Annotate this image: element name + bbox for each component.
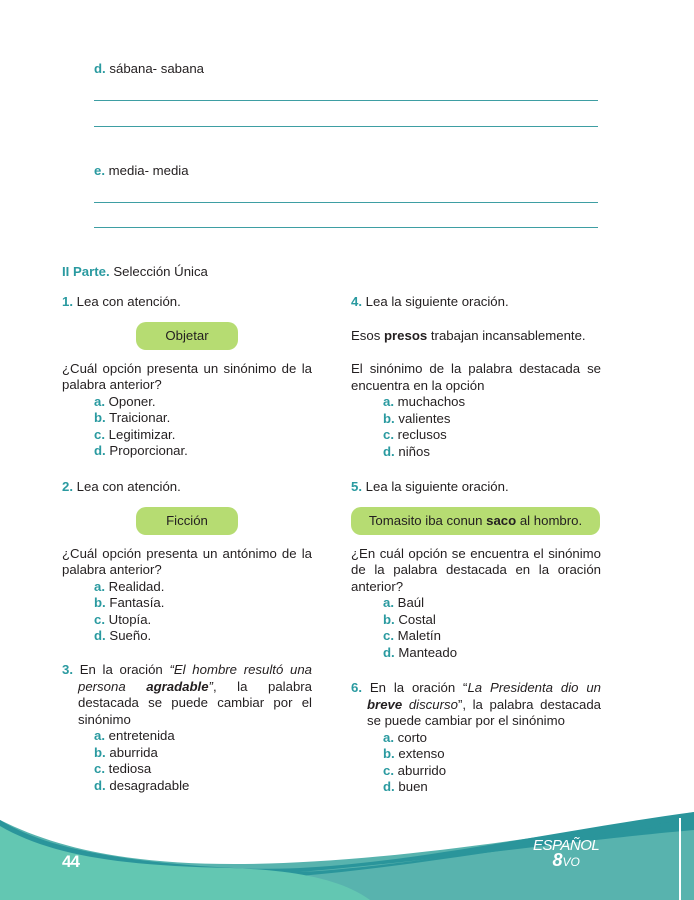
question-number: 6. bbox=[351, 680, 362, 695]
answer-line[interactable] bbox=[94, 202, 598, 203]
question-text: 6. En la oración “La Presidenta dio un breve discurso”, la palabra destacada se puede cambiar por el sinónimo bbox=[351, 680, 601, 728]
option-c[interactable]: c. reclusos bbox=[383, 427, 447, 442]
option-c[interactable]: c. tediosa bbox=[94, 761, 152, 776]
item-text: sábana- sabana bbox=[109, 61, 204, 76]
options-list bbox=[94, 394, 312, 460]
option-a[interactable]: a. muchachos bbox=[383, 394, 466, 409]
question-text: ¿Cuál opción presenta un antónimo de la palabra anterior? bbox=[62, 545, 312, 577]
option-b[interactable]: b. Fantasía. bbox=[94, 595, 165, 610]
option-a[interactable]: a. corto bbox=[383, 729, 427, 745]
option-c[interactable]: c. Maletín bbox=[383, 628, 441, 643]
page-number: 44 bbox=[62, 852, 79, 871]
example-sentence: Esos presos trabajan incansablemente. bbox=[351, 327, 586, 343]
prompt-text: Lea con atención. bbox=[76, 479, 181, 494]
question-6 bbox=[351, 680, 601, 796]
option-c[interactable]: c. aburrido bbox=[383, 762, 447, 778]
question-number: 5. bbox=[351, 479, 362, 494]
prompt-text: Lea con atención. bbox=[76, 294, 181, 309]
option-d[interactable]: d. buen bbox=[383, 779, 428, 794]
question-prompt bbox=[351, 479, 601, 496]
question-5 bbox=[351, 479, 601, 661]
prompt-text: Lea la siguiente oración. bbox=[365, 479, 509, 494]
section-label: II Parte. bbox=[62, 264, 110, 279]
question-text: El sinónimo de la palabra destacada se encuentra en la opción bbox=[351, 361, 601, 393]
question-1 bbox=[62, 294, 312, 460]
option-b[interactable]: b. Traicionar. bbox=[94, 410, 171, 425]
item-letter: e. bbox=[94, 163, 105, 178]
answer-line[interactable] bbox=[94, 100, 598, 101]
section-heading bbox=[62, 264, 208, 279]
word-box: Ficción bbox=[136, 507, 238, 535]
item-text: media- media bbox=[108, 163, 189, 178]
options-list bbox=[383, 730, 601, 796]
grade-label: 8VO bbox=[552, 850, 580, 870]
prompt-text: Lea la siguiente oración. bbox=[365, 294, 509, 309]
item-e bbox=[94, 163, 189, 178]
option-d[interactable]: d. niños bbox=[383, 443, 430, 459]
question-prompt bbox=[62, 479, 312, 496]
section-title: Selección Única bbox=[113, 264, 208, 279]
answer-line[interactable] bbox=[94, 227, 598, 228]
question-text: ¿Cuál opción presenta un sinónimo de la palabra anterior? bbox=[62, 360, 312, 392]
question-text: 3. En la oración “El hombre resultó una persona agradable”, la palabra destacada se puede cambiar por el sinónimo bbox=[62, 662, 313, 727]
option-b[interactable]: b. valientes bbox=[383, 410, 451, 426]
option-d[interactable]: d. Sueño. bbox=[94, 628, 152, 643]
options-list bbox=[94, 728, 312, 794]
question-number: 1. bbox=[62, 294, 73, 309]
option-d[interactable]: d. Manteado bbox=[383, 644, 458, 660]
option-b[interactable]: b. aburrida bbox=[94, 744, 158, 760]
subject-name: ESPAÑOL bbox=[533, 837, 600, 854]
option-a[interactable]: a. entretenida bbox=[94, 728, 175, 743]
sentence-box: Tomasito iba conun saco al hombro. bbox=[351, 507, 600, 535]
options-list bbox=[94, 579, 312, 645]
word-box: Objetar bbox=[136, 322, 238, 350]
item-letter: d. bbox=[94, 61, 106, 76]
question-3 bbox=[62, 662, 312, 794]
option-d[interactable]: d. desagradable bbox=[94, 777, 190, 793]
option-c[interactable]: c. Legitimizar. bbox=[94, 426, 176, 442]
subject-logo bbox=[533, 838, 599, 870]
question-number: 4. bbox=[351, 294, 362, 309]
option-b[interactable]: b. extenso bbox=[383, 746, 445, 761]
option-a[interactable]: a. Oponer. bbox=[94, 393, 156, 409]
option-b[interactable]: b. Costal bbox=[383, 611, 436, 627]
option-d[interactable]: d. Proporcionar. bbox=[94, 443, 188, 458]
question-number: 3. bbox=[62, 662, 73, 677]
question-prompt bbox=[62, 294, 312, 311]
option-a[interactable]: a. Realidad. bbox=[94, 578, 165, 594]
answer-line[interactable] bbox=[94, 126, 598, 127]
item-d bbox=[94, 61, 204, 76]
question-number: 2. bbox=[62, 479, 73, 494]
question-2 bbox=[62, 479, 312, 645]
option-a[interactable]: a. Baúl bbox=[383, 595, 425, 610]
question-prompt bbox=[351, 294, 601, 311]
question-text: ¿En cuál opción se encuentra el sinónimo de la palabra destacada en la oración anterior? bbox=[351, 545, 601, 594]
question-4 bbox=[351, 294, 601, 460]
options-list bbox=[383, 394, 601, 460]
options-list bbox=[383, 595, 601, 661]
option-c[interactable]: c. Utopía. bbox=[94, 611, 152, 627]
